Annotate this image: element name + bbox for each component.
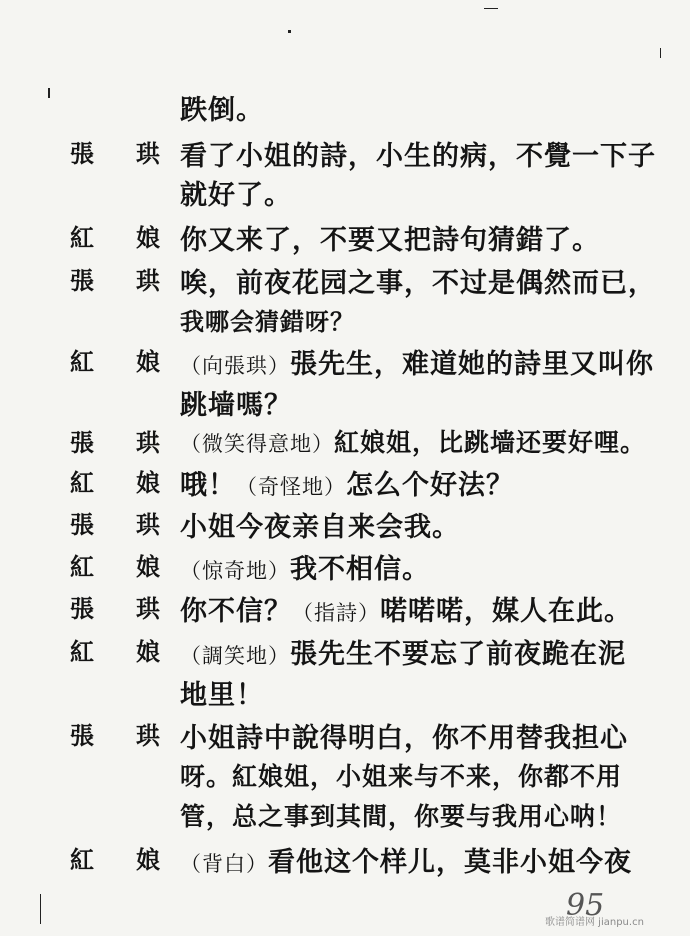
script-line: [0, 342, 690, 382]
dialogue-text: （背白）看他这个样儿，莫非小姐今夜: [180, 847, 632, 878]
speaker-name: 紅 娘: [70, 347, 160, 376]
speaker-name: 張 珙: [70, 721, 160, 750]
stage-direction: （向張珙）: [180, 354, 290, 378]
speaker-name: 紅 娘: [70, 223, 160, 252]
dialogue-text: （調笑地）張先生不要忘了前夜跪在泥: [180, 639, 626, 670]
script-line: [0, 383, 690, 423]
script-line: [0, 840, 690, 880]
stage-direction: （微笑得意地）: [180, 432, 334, 456]
print-speck: [288, 30, 291, 33]
speaker-name: 紅 娘: [70, 637, 160, 666]
speaker-name: 紅 娘: [70, 845, 160, 874]
script-line: [0, 134, 690, 174]
dialogue-text: （向張珙）張先生，难道她的詩里又叫你: [180, 349, 654, 380]
dialogue-text: 看了小姐的詩，小生的病，不覺一下子: [180, 141, 656, 172]
dialogue-text: 地里！: [180, 680, 264, 711]
script-line: [0, 261, 690, 301]
dialogue-text: 你不信？（指詩）喏喏喏，媒人在此。: [180, 596, 632, 627]
dialogue-text: 哦！（奇怪地）怎么个好法？: [180, 470, 514, 501]
stage-direction: （背白）: [180, 852, 268, 876]
dialogue-text: 我哪会猜錯呀？: [180, 307, 355, 336]
script-line: [0, 218, 690, 258]
speaker-name: 紅 娘: [70, 552, 160, 581]
print-speck: [484, 8, 498, 9]
script-line: [0, 173, 690, 213]
script-line: [0, 88, 690, 128]
dialogue-text: 跌倒。: [180, 95, 264, 126]
page-number: 95: [566, 888, 605, 923]
speaker-name: 紅 娘: [70, 468, 160, 497]
dialogue-text: 跳墙嗎？: [180, 390, 292, 421]
dialogue-text: （惊奇地）我不相信。: [180, 554, 430, 585]
script-line: [0, 716, 690, 756]
dialogue-text: 小姐今夜亲自来会我。: [180, 512, 460, 543]
dialogue-text: （微笑得意地）紅娘姐，比跳墙还要好哩。: [180, 428, 647, 457]
dialogue-text: 小姐詩中說得明白，你不用替我担心: [180, 723, 628, 754]
stage-direction: （惊奇地）: [180, 559, 290, 583]
script-line: [0, 463, 690, 503]
script-line: [0, 547, 690, 587]
script-line: [0, 632, 690, 672]
script-line: [0, 797, 690, 837]
script-line: [0, 300, 690, 340]
stage-direction: （指詩）: [292, 601, 380, 625]
dialogue-text: 管，总之事到其間，你要与我用心呐！: [180, 802, 623, 831]
dialogue-text: 就好了。: [180, 180, 292, 211]
speaker-name: 張 珙: [70, 139, 160, 168]
speaker-name: 張 珙: [70, 428, 160, 457]
print-speck: [660, 48, 661, 58]
speaker-name: 張 珙: [70, 266, 160, 295]
print-speck: [40, 894, 41, 924]
stage-direction: （調笑地）: [180, 644, 290, 668]
script-line: [0, 423, 690, 463]
speaker-name: 張 珙: [70, 594, 160, 623]
watermark: 歌谱简谱网 jianpu.cn: [545, 917, 644, 928]
dialogue-text: 唉，前夜花园之事，不过是偶然而已，: [180, 268, 656, 299]
script-line: [0, 589, 690, 629]
script-line: [0, 505, 690, 545]
script-line: [0, 673, 690, 713]
speaker-name: 張 珙: [70, 510, 160, 539]
dialogue-text: 呀。紅娘姐，小姐来与不来，你都不用: [180, 762, 623, 791]
stage-direction: （奇怪地）: [236, 475, 346, 499]
script-line: [0, 757, 690, 797]
dialogue-text: 你又来了，不要又把詩句猜錯了。: [180, 225, 600, 256]
